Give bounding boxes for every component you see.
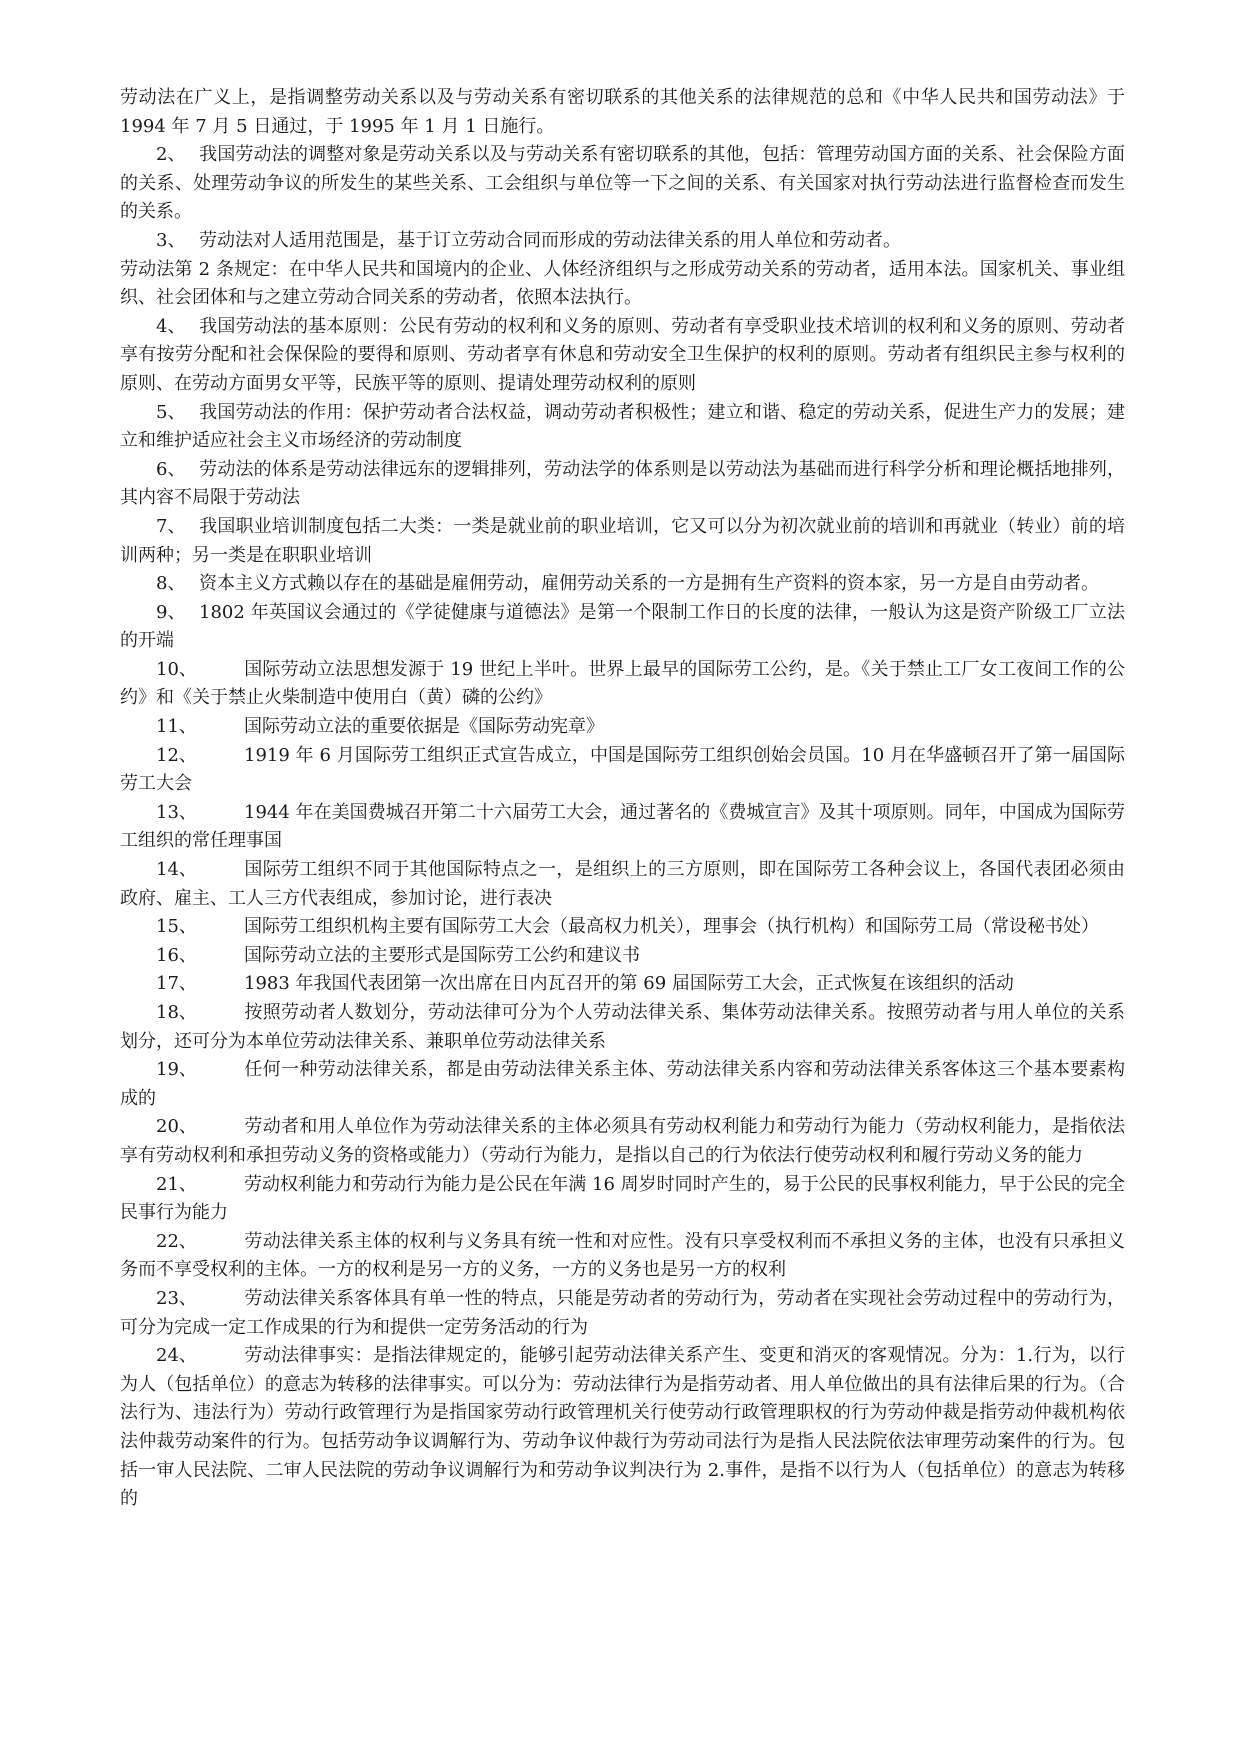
item-number: 16、: [156, 944, 197, 966]
paragraph-19: [120, 1056, 1125, 1113]
paragraph-10: [120, 656, 1125, 713]
paragraph-text: 劳动法对人适用范围是，基于订立劳动合同而形成的劳动法律关系的用人单位和劳动者。: [199, 229, 901, 251]
paragraph-16: [120, 942, 1125, 971]
paragraph-8: [120, 570, 1125, 599]
item-number: 21、: [156, 1173, 197, 1195]
paragraph-text: 国际劳动立法的重要依据是《国际劳动宪章》: [244, 716, 604, 738]
paragraph-text: 劳动法在广义上，是指调整劳动关系以及与劳动关系有密切联系的其他关系的法律规范的总和《中华人民共和国劳动法》于 1994 年 7 月 5 日通过，于 1995 年 1 月 1 日施行。: [120, 87, 1125, 137]
paragraph-21: [120, 1171, 1125, 1228]
paragraph-article-2: [120, 256, 1125, 313]
paragraph-11: [120, 713, 1125, 742]
paragraph-text: 劳动者和用人单位作为劳动法律关系的主体必须具有劳动权利能力和劳动行为能力（劳动权利能力，是指依法享有劳动权利和承担劳动义务的资格或能力）（劳动行为能力，是指以自己的行为依法行使劳动权利和履行劳动义务的能力: [120, 1116, 1125, 1166]
paragraph-text: 1944 年在美国费城召开第二十六届劳工大会，通过著名的《费城宣言》及其十项原则。同年，中国成为国际劳工组织的常任理事国: [120, 801, 1125, 852]
paragraph-text: 资本主义方式赖以存在的基础是雇佣劳动，雇佣劳动关系的一方是拥有生产资料的资本家，另一方是自由劳动者。: [199, 573, 1099, 595]
paragraph-9: [120, 599, 1125, 656]
item-number: 17、: [156, 973, 197, 995]
item-number: 11、: [156, 716, 197, 738]
paragraph-20: [120, 1113, 1125, 1170]
paragraph-text: 我国劳动法的作用：保护劳动者合法权益，调动劳动者积极性；建立和谐、稳定的劳动关系，促进生产力的发展；建立和维护适应社会主义市场经济的劳动制度: [120, 401, 1125, 452]
paragraph-18: [120, 999, 1125, 1056]
paragraph-text: 我国职业培训制度包括二大类：一类是就业前的职业培训，它又可以分为初次就业前的培训和再就业（转业）前的培训两种；另一类是在职职业培训: [120, 515, 1125, 566]
paragraph-text: 任何一种劳动法律关系，都是由劳动法律关系主体、劳动法律关系内容和劳动法律关系客体这三个基本要素构成的: [120, 1059, 1125, 1109]
paragraph-12: [120, 742, 1125, 799]
item-number: 14、: [156, 859, 197, 881]
paragraph-17: [120, 970, 1125, 999]
paragraph-7: [120, 513, 1125, 570]
item-number: 8、: [156, 573, 186, 595]
paragraph-text: 国际劳工组织不同于其他国际特点之一，是组织上的三方原则，即在国际劳工各种会议上，各国代表团必须由政府、雇主、工人三方代表组成，参加讨论，进行表决: [120, 859, 1125, 909]
item-number: 19、: [156, 1059, 197, 1081]
paragraph-text: 我国劳动法的调整对象是劳动关系以及与劳动关系有密切联系的其他，包括：管理劳动国方面的关系、社会保险方面的关系、处理劳动争议的所发生的某些关系、工会组织与单位等一下之间的关系、有关国家对执行劳动法进行监督检查而发生的关系。: [120, 144, 1125, 223]
item-number: 4、: [156, 315, 186, 337]
paragraph-3: [120, 227, 1125, 256]
paragraph-text: 国际劳动立法的主要形式是国际劳工公约和建议书: [244, 944, 640, 966]
item-number: 13、: [156, 801, 197, 823]
paragraph-text: 1802 年英国议会通过的《学徒健康与道德法》是第一个限制工作日的长度的法律，一般认为这是资产阶级工厂立法的开端: [120, 601, 1125, 652]
paragraph-text: 国际劳工组织机构主要有国际劳工大会（最高权力机关），理事会（执行机构）和国际劳工局（常设秘书处）: [244, 916, 1099, 938]
item-number: 6、: [156, 458, 186, 480]
paragraph-text: 1983 年我国代表团第一次出席在日内瓦召开的第 69 届国际劳工大会，正式恢复在该组织的活动: [244, 973, 1014, 995]
paragraph-text: 劳动权利能力和劳动行为能力是公民在年满 16 周岁时同时产生的，易于公民的民事权利能力，早于公民的完全民事行为能力: [120, 1173, 1125, 1224]
item-number: 7、: [156, 515, 186, 537]
paragraph-13: [120, 799, 1125, 856]
document-page: [120, 84, 1125, 1514]
item-number: 9、: [156, 601, 186, 623]
paragraph-15: [120, 913, 1125, 942]
item-number: 15、: [156, 916, 197, 938]
paragraph-5: [120, 399, 1125, 456]
paragraph-text: 1919 年 6 月国际劳工组织正式宣告成立，中国是国际劳工组织创始会员国。10 月在华盛顿召开了第一届国际劳工大会: [120, 744, 1125, 795]
item-number: 20、: [156, 1116, 197, 1138]
item-number: 12、: [156, 744, 197, 766]
paragraph-text: 劳动法律关系主体的权利与义务具有统一性和对应性。没有只享受权利而不承担义务的主体，也没有只承担义务而不享受权利的主体。一方的权利是另一方的义务，一方的义务也是另一方的权利: [120, 1230, 1125, 1281]
item-number: 24、: [156, 1345, 197, 1367]
paragraph-text: 按照劳动者人数划分，劳动法律可分为个人劳动法律关系、集体劳动法律关系。按照劳动者与用人单位的关系划分，还可分为本单位劳动法律关系、兼职单位劳动法律关系: [120, 1002, 1125, 1052]
paragraph-text: 我国劳动法的基本原则：公民有劳动的权利和义务的原则、劳动者有享受职业技术培训的权利和义务的原则、劳动者享有按劳分配和社会保保险的要得和原则、劳动者享有休息和劳动安全卫生保护的权利的原则。劳动者有组织民主参与权利的原则、在劳动方面男女平等，民族平等的原则、提请处理劳动权利的原则: [120, 315, 1125, 394]
paragraph-text: 劳动法律事实：是指法律规定的，能够引起劳动法律关系产生、变更和消灭的客观情况。分为：1.行为，以行为人（包括单位）的意志为转移的法律事实。可以分为：劳动法律行为是指劳动者、用人单位做出的具有法律后果的行为。（合法行为、违法行为）劳动行政管理行为是指国家劳动行政管理机关行使劳动行政管理职权的行为劳动仲裁是指劳动仲裁机构依法仲裁劳动案件的行为。包括劳动争议调解行为、劳动争议仲裁行为劳动司法行为是指人民法院依法审理劳动案件的行为。包括一审人民法院、二审人民法院的劳动争议调解行为和劳动争议判决行为 2.事件，是指不以行为人（包括单位）的意志为转移的: [120, 1345, 1125, 1510]
paragraph-text: 劳动法第 2 条规定：在中华人民共和国境内的企业、人体经济组织与之形成劳动关系的劳动者，适用本法。国家机关、事业组织、社会团体和与之建立劳动合同关系的劳动者，依照本法执行。: [120, 258, 1125, 309]
paragraph-14: [120, 856, 1125, 913]
item-number: 18、: [156, 1002, 197, 1023]
paragraph-text: 国际劳动立法思想发源于 19 世纪上半叶。世界上最早的国际劳工公约，是。《关于禁止工厂女工夜间工作的公约》和《关于禁止火柴制造中使用白（黄）磷的公约》: [120, 658, 1125, 709]
paragraph-text: 劳动法的体系是劳动法律远东的逻辑排列，劳动法学的体系则是以劳动法为基础而进行科学分析和理论概括地排列，其内容不局限于劳动法: [120, 458, 1125, 509]
paragraph-24: [120, 1342, 1125, 1514]
item-number: 23、: [156, 1287, 197, 1309]
item-number: 2、: [156, 144, 186, 166]
item-number: 10、: [156, 658, 197, 680]
item-number: 5、: [156, 401, 186, 423]
paragraph-22: [120, 1228, 1125, 1285]
item-number: 3、: [156, 229, 186, 251]
paragraph-6: [120, 456, 1125, 513]
paragraph-text: 劳动法律关系客体具有单一性的特点，只能是劳动者的劳动行为，劳动者在实现社会劳动过程中的劳动行为，可分为完成一定工作成果的行为和提供一定劳务活动的行为: [120, 1287, 1125, 1338]
paragraph-4: [120, 313, 1125, 399]
paragraph-23: [120, 1285, 1125, 1342]
item-number: 22、: [156, 1230, 197, 1252]
paragraph-1: [120, 84, 1125, 141]
paragraph-2: [120, 141, 1125, 227]
